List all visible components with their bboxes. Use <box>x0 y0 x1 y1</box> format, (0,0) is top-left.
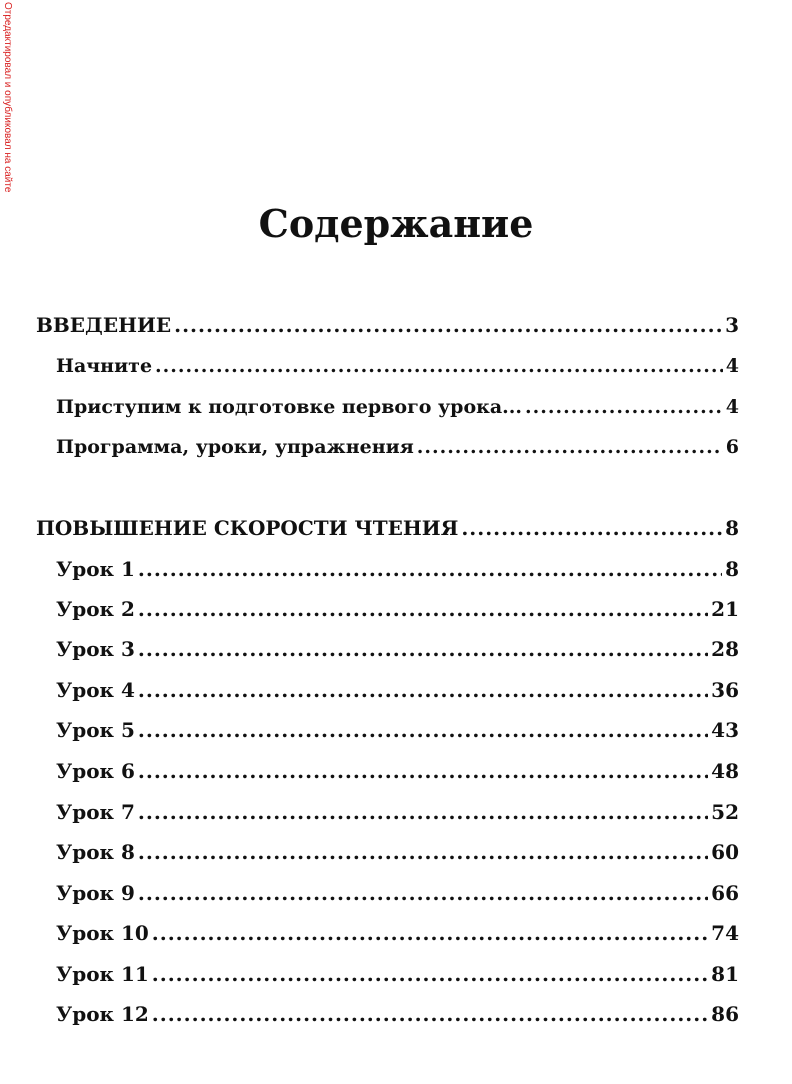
toc-page-number: 60 <box>711 840 739 864</box>
toc-leader-dots <box>461 515 722 541</box>
toc-leader-dots <box>138 677 708 703</box>
toc-page-number: 3 <box>725 313 739 337</box>
toc-lesson-entry[interactable] <box>56 636 739 662</box>
toc-lesson-entry[interactable] <box>56 880 739 906</box>
toc-entry-label: Урок 6 <box>56 759 135 783</box>
toc-entry-label: Программа, уроки, упражнения <box>56 436 414 458</box>
toc-leader-dots <box>417 434 723 460</box>
toc-entry-label: Урок 8 <box>56 840 135 864</box>
toc-entry-label: Начните <box>56 355 153 377</box>
toc-entry[interactable] <box>56 394 739 420</box>
toc-leader-dots <box>525 394 723 420</box>
toc-entry[interactable] <box>56 353 739 379</box>
toc-entry-label: Урок 12 <box>56 1002 149 1026</box>
toc-page-number: 6 <box>725 436 739 458</box>
toc-page-number: 21 <box>711 597 739 621</box>
toc-page-number: 36 <box>711 678 739 702</box>
toc-page-number: 86 <box>711 1002 739 1026</box>
toc-section-reading-speed[interactable] <box>36 515 739 541</box>
toc-lesson-entry[interactable] <box>56 758 739 784</box>
toc-leader-dots <box>138 717 708 743</box>
toc-entry-label: Урок 7 <box>56 800 135 824</box>
toc-page-number: 4 <box>725 396 739 418</box>
toc-section-label: ВВЕДЕНИЕ <box>36 313 172 337</box>
toc-entry-label: Приступим к подготовке первого урока... <box>56 396 522 418</box>
toc-page-number: 43 <box>711 718 739 742</box>
toc-leader-dots <box>152 961 708 987</box>
toc-lesson-entry[interactable] <box>56 920 739 946</box>
side-watermark-text: Отредактировал и опубликовал на сайте <box>2 2 13 193</box>
toc-entry-label: Урок 11 <box>56 962 149 986</box>
toc-lesson-entry[interactable] <box>56 677 739 703</box>
toc-leader-dots <box>174 312 722 338</box>
toc-page-number: 8 <box>725 516 739 540</box>
toc-section-label: ПОВЫШЕНИЕ СКОРОСТИ ЧТЕНИЯ <box>36 516 459 540</box>
toc-page-number: 4 <box>725 355 739 377</box>
toc-section-introduction[interactable] <box>36 312 739 338</box>
toc-page-number: 28 <box>711 637 739 661</box>
toc-page-number: 74 <box>711 921 739 945</box>
toc-entry-label: Урок 4 <box>56 678 135 702</box>
page-title: Содержание <box>258 201 534 246</box>
toc-entry[interactable] <box>56 434 739 460</box>
toc-lesson-entry[interactable] <box>56 717 739 743</box>
toc-leader-dots <box>155 353 723 379</box>
toc-page-number: 48 <box>711 759 739 783</box>
toc-lesson-entry[interactable] <box>56 839 739 865</box>
toc-leader-dots <box>138 758 708 784</box>
toc-entry-label: Урок 5 <box>56 718 135 742</box>
toc-lesson-entry[interactable] <box>56 556 739 582</box>
toc-lesson-entry[interactable] <box>56 1001 739 1027</box>
toc-leader-dots <box>138 556 722 582</box>
toc-entry-label: Урок 9 <box>56 881 135 905</box>
toc-leader-dots <box>152 920 708 946</box>
toc-leader-dots <box>152 1001 708 1027</box>
toc-lesson-entry[interactable] <box>56 596 739 622</box>
toc-leader-dots <box>138 636 708 662</box>
toc-lesson-entry[interactable] <box>56 961 739 987</box>
toc-page-number: 81 <box>711 962 739 986</box>
toc-page-number: 52 <box>711 800 739 824</box>
toc-entry-label: Урок 3 <box>56 637 135 661</box>
toc-leader-dots <box>138 839 708 865</box>
toc-leader-dots <box>138 799 708 825</box>
toc-entry-label: Урок 10 <box>56 921 149 945</box>
toc-leader-dots <box>138 880 708 906</box>
toc-leader-dots <box>138 596 708 622</box>
toc-entry-label: Урок 2 <box>56 597 135 621</box>
toc-page-number: 66 <box>711 881 739 905</box>
toc-entry-label: Урок 1 <box>56 557 135 581</box>
toc-page-number: 8 <box>725 557 739 581</box>
toc-lesson-entry[interactable] <box>56 799 739 825</box>
